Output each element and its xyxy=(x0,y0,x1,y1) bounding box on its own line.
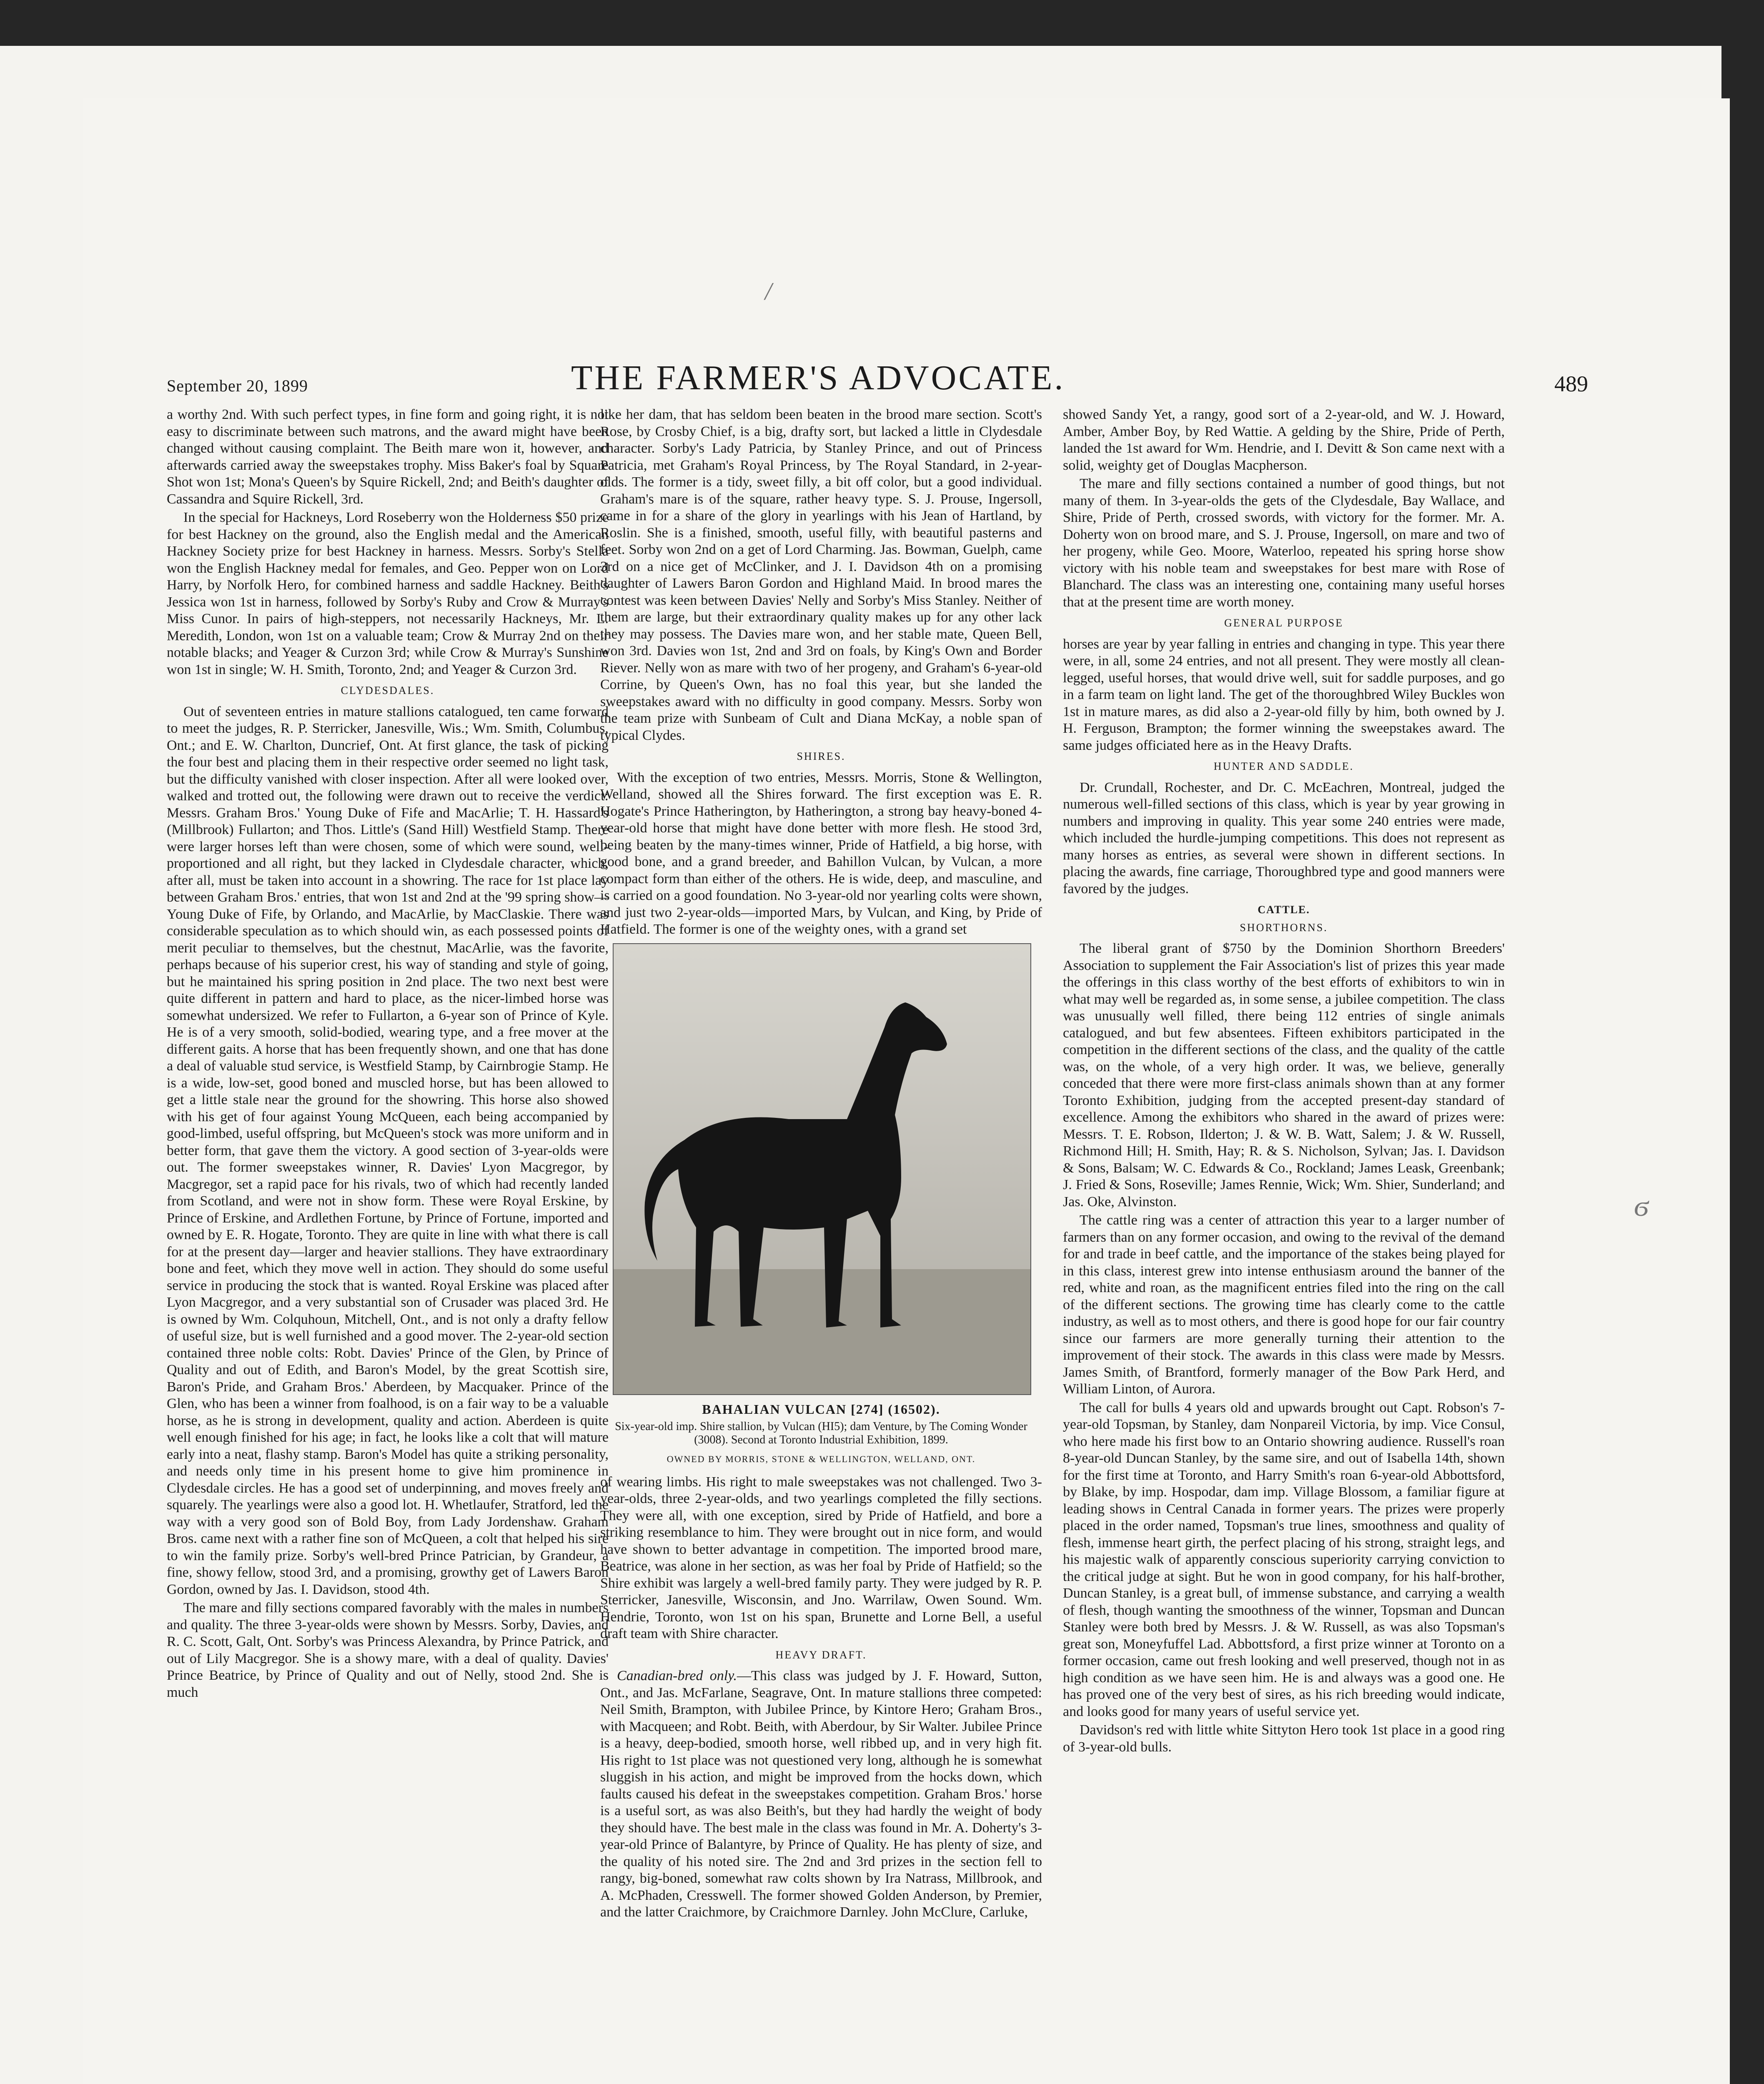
figure-title: BAHALIAN VULCAN [274] (16502). xyxy=(702,1401,940,1417)
page-number: 489 xyxy=(1554,371,1588,396)
section-heading-shires: SHIRES. xyxy=(797,750,846,762)
page-header xyxy=(167,354,1588,400)
paragraph: Dr. Crundall, Rochester, and Dr. C. McEachren, Montreal, judged the numerous well-filled sections of this class, which is year by year growing in numbers and improving in quality. This year some 240 entries were made, which included the hurdle-jumping competitions. This does not represent as many horses as entries, as several were shown in different sections. In placing the awards, fine carriage, Thoroughbred type and good manners were favored by the judges. xyxy=(1063,779,1505,897)
paragraph-heavy-draft xyxy=(600,1668,1042,1921)
column-2 xyxy=(600,406,1042,1923)
pencil-mark-top: / xyxy=(765,278,772,305)
paragraph: The liberal grant of $750 by the Dominion Shorthorn Breeders' Association to supplement the Fair Association's list of prizes this year made the offerings in this class worthy of the best efforts of exhibitors to win in what may well be regarded as, in some sense, a jubilee competition. The class was unusually well filled, there being 112 entries of single animals catalogued, and but few absentees. Fifteen exhibitors participated in the competition in the different sections of the class, and the quality of the cattle was, on the whole, of a very high order. It was, we believe, generally conceded that there were more first-class animals shown than at any former Toronto Exhibition, judging from the accepted present-day standard of excellence. Among the exhibitors who shared in the award of prizes were: Messrs. T. E. Robson, Ilderton; J. & W. B. Watt, Salem; J. & W. Russell, Richmond Hill; H. Smith, Hay; R. & S. Nicholson, Sylvan; Jas. I. Davidson & Sons, Balsam; W. C. Edwards & Co., Rockland; James Leask, Greenbank; J. Fried & Sons, Roseville; James Rennie, Wick; Wm. Shier, Sunderland; and Jas. Oke, Alvinston. xyxy=(1063,941,1505,1210)
paragraph: a worthy 2nd. With such perfect types, in fine form and going right, it is not easy to discriminate between such matrons, and the award might have been changed without causing complaint. The Beith mare won it, however, and afterwards carried away the sweepstakes trophy. Miss Baker's foal by Square Shot won 1st; Mona's Queen's by Squire Rickell, 2nd; and Beith's daughter of Cassandra and Squire Rickell, 3rd. xyxy=(167,407,609,507)
paragraph: Davidson's red with little white Sittyton Hero took 1st place in a good ring of 3-year-old bulls. xyxy=(1063,1722,1505,1755)
horse-silhouette xyxy=(614,944,1030,1394)
paragraph: The call for bulls 4 years old and upwards brought out Capt. Robson's 7-year-old Topsman, by Stanley, dam Nonpareil Victoria, by imp. Vice Consul, who here made his first bow to an Ontario showring audience. Russell's roan 8-year-old Duncan Stanley, by the same sire, and out of Isabella 14th, shown for the first time at Toronto, and Harry Smith's roan 6-year-old Abbottsford, by Blake, by imp. Hospodar, dam imp. Village Blossom, a familiar figure at leading shows in Central Canada in former years. The prizes were properly placed in the order named, Topsman's true lines, smoothness and quality of flesh, immense heart girth, the perfect placing of his strong, straight legs, and his majestic walk of apparently conscious superiority carrying conviction to the critical judge at sight. But he won in good company, for his half-brother, Duncan Stanley, is a great bull, of immense substance, and carrying a wealth of flesh, though wanting the smoothness of the winner, Topsman and Duncan Stanley were both bred by Messrs. J. & W. Russell, as was also Topsman's great son, Moneyfuffel Lad. Abbottsford, a first prize winner at Toronto on a former occasion, came out fresh looking and well preserved, though not in as high condition as we have seen him. He is and always was a good one. He has proved one of the very best of sires, as his rich breeding would indicate, and looks good for many years of useful service yet. xyxy=(1063,1400,1505,1719)
horse-engraving-image xyxy=(613,943,1031,1395)
paragraph: Out of seventeen entries in mature stallions catalogued, ten came forward to meet the judges, R. P. Sterricker, Janesville, Wis.; Wm. Smith, Columbus, Ont.; and E. W. Charlton, Duncrief, Ont. At first glance, the task of picking the four best and placing them in their respective order seemed no light task, but the difficulty vanished with closer inspection. After all were looked over, walked and trotted out, the following were drawn out to receive the verdict: Messrs. Graham Bros.' Young Duke of Fife and MacArlie; T. H. Hassard's (Millbrook) Fullarton; and Thos. Little's (Sand Hill) Westfield Stamp. There were larger horses left than were chosen, some of which were sound, well-proportioned and all right, but they lacked in Clydesdale character, which, after all, must be taken into account in a showring. The race for 1st place lay between Graham Bros.' entries, that won 1st and 2nd at the '99 spring show—Young Duke of Fife, by Orlando, and MacArlie, by MacClaskie. There was considerable speculation as to which should win, as each possessed points of merit peculiar to themselves, but the chestnut, MacArlie, was the favorite, perhaps because of his superior crest, his way of standing and style of going, but he maintained his spring position in 2nd place. The two next best were quite different in pattern and hard to place, as the nicer-limbed horse was somewhat undersized. We refer to Fullarton, a 6-year son of Prince of Kyle. He is of a very smooth, solid-bodied, wearing type, and a free mover at the different gaits. A horse that has been frequently shown, and one that has done a deal of valuable stud service, is Westfield Stamp, by Cairnbrogie Stamp. He is a wide, low-set, good boned and muscled horse, but has been allowed to get a little stale near the ground for the showring. This horse also showed with his get of four against Young McQueen, each being accompanied by good-limbed, useful offspring, but McQueen's stock was more uniform and in better form, that gave them the victory. A good section of 3-year-olds were out. The former sweepstakes winner, R. Davies' Lyon Macgregor, by Macgregor, set a rapid pace for his rivals, two of which had recently landed from Scotland, and were not in show form. These were Royal Erskine, by Prince of Erskine, and Ardlethen Fortune, by Prince of Fortune, imported and owned by E. R. Hogate, Toronto. They are quite in line with what there is call for at the present day—larger and heavier stallions. They have extraordinary bone and feet, which they move well in action. They should do some useful service in producing the stock that is wanted. Royal Erskine was placed after Lyon Macgregor, and a very substantial son of Crusader was placed 3rd. He is owned by Wm. Colquhoun, Mitchell, Ont., and is not only a drafty fellow of useful size, but is well furnished and a good mover. The 2-year-old section contained three noble colts: Robt. Davies' Prince of the Glen, by Prince of Quality and out of Edith, and Baron's Model, by the great Scottish sire, Baron's Pride, and Graham Bros.' Aberdeen, by Macquaker. Prince of the Glen, who has been a winner from foalhood, is on a fair way to be a valuable horse, as he is strong in development, quality and action. Aberdeen is quite well enough finished for his age; in fact, he looks like a colt that will mature early into a neat, flashy stamp. Baron's Model has quite a striking personality, and needs only time in his present home to give him prominence in Clydesdale circles. He has a good set of underpinning, and moves freely and squarely. The yearlings were also a good lot. H. Whetlaufer, Stratford, led the way with a very good son of Bold Boy, from Lady Jordenshaw. Graham Bros. came next with a rather fine son of McQueen, a colt that helped his sire to win the family prize. Sorby's well-bred Prince Patrician, by Grandeur, a fine, showy fellow, stood 3rd, and a promising, growthy get of Lawers Baron Gordon, owned by Jas. I. Davidson, stood 4th. xyxy=(167,704,609,1597)
paragraph: showed Sandy Yet, a rangy, good sort of a 2-year-old, and W. J. Howard, Amber, Amber Boy, by Red Wattie. A gelding by the Shire, Pride of Perth, landed the 1st award for Wm. Hendrie, and I. Devitt & Son came next with a solid, weighty get of Douglas Macpherson. xyxy=(1063,407,1505,473)
section-heading-heavy-draft: HEAVY DRAFT. xyxy=(775,1648,867,1661)
paragraph: The cattle ring was a center of attraction this year to a larger number of farmers than on any former occasion, and owing to the revival of the demand for and trade in beef cattle, and the importance of the stakes being played for in this class, interest grew into intense enthusiasm around the banner of the red, white and roan, as the magnificent entries filed into the ring on the call of the different sections. The growing time has clearly come to the cattle industry, as well as to most others, and there is good hope for our fair country since our farmers are more generally turning their attention to the improvement of their stock. The awards in this class were made by Messrs. James Smith, of Brantford, formerly manager of the Bow Park Herd, and William Linton, of Aurora. xyxy=(1063,1212,1505,1397)
section-heading-cattle: CATTLE. xyxy=(1258,904,1310,916)
paragraph-body: —This class was judged by J. F. Howard, Sutton, Ont., and Jas. McFarlane, Seagrave, Ont. In mature stallions three competed: Neil Smith, Brampton, with Jubilee Prince, by Kintore Hero; Graham Bros., with Macqueen; and Robt. Beith, with Aberdour, by Sir Walter. Jubilee Prince is a heavy, deep-bodied, smooth horse, well ribbed up, and in very high fit. His right to 1st place was not questioned very long, although he is somewhat sluggish in his action, and might be improved from the hocks down, which faults caused his defeat in the sweepstakes competition. Graham Bros.' horse is a useful sort, as was also Beith's, but they had hardly the weight of body they should have. The best male in the class was found in Mr. A. Doherty's 3-year-old Prince of Balantyre, by Prince of Quality. He has plenty of size, and the quality of his noted sire. The 2nd and 3rd prizes in the section fell to rangy, big-boned, somewhat raw colts shown by Ira Natrass, Millbrook, and A. McPhaden, Cresswell. The former showed Golden Anderson, by Premier, and the latter Craichmore, by Craichmore Darnley. John McClure, Carluke, xyxy=(600,1668,1042,1920)
figure-owner-credit: OWNED BY MORRIS, STONE & WELLINGTON, WELLAND, ONT. xyxy=(667,1454,976,1464)
paragraph: With the exception of two entries, Messrs. Morris, Stone & Wellington, Welland, showed all the Shires forward. The first exception was E. R. Hogate's Prince Hatherington, by Hatherington, a strong bay heavy-boned 4-year-old horse that might have done better with more flesh. He stood 3rd, being beaten by the many-times winner, Pride of Hatfield, a big horse, with good bone, and a grand breeder, and Bahillon Vulcan, by Vulcan, a more compact form than either of the others. He is wide, deep, and masculine, and is carried on a good foundation. No 3-year-old nor yearling colts were shown, and just two 2-year-olds—imported Mars, by Vulcan, and King, by Pride of Hatfield. The former is one of the weighty ones, with a grand set xyxy=(600,769,1042,937)
paragraph: The mare and filly sections compared favorably with the males in numbers and quality. The three 3-year-olds were shown by Messrs. Sorby, Davies, and R. C. Scott, Galt, Ont. Sorby's was Princess Alexandra, by Prince Patrick, and out of Lily Macgregor. She is a showy mare, with a deal of quality. Davies' Prince Beatrice, by Prince of Quality and out of Nelly, stood 2nd. She is much xyxy=(167,1600,609,1700)
lead-italic: Canadian-bred only. xyxy=(617,1668,737,1683)
section-heading-hunter-saddle: HUNTER AND SADDLE. xyxy=(1213,760,1354,772)
section-heading-clydesdales: CLYDESDALES. xyxy=(341,684,435,696)
paragraph: horses are year by year falling in entries and changing in type. This year there were, in all, some 24 entries, and not all present. They were mostly all clean-legged, useful horses, that would drive well, suit for saddle purposes, and go in a farm team on light land. The get of the thoroughbred Wiley Buckles won 1st in mature mares, as did also a 2-year-old filly by him, both owned by J. H. Ferguson, Brampton; the former winning the sweepstakes award. The same judges officiated here as in the Heavy Drafts. xyxy=(1063,636,1505,753)
figure-caption: Six-year-old imp. Shire stallion, by Vulcan (HI5); dam Venture, by The Coming Wonder (3008). Second at Toronto Industrial Exhibition, 1899. xyxy=(615,1420,1027,1446)
paragraph: like her dam, that has seldom been beaten in the brood mare section. Scott's Rose, by Crosby Chief, is a big, drafty sort, but lacked a little in Clydesdale character. Sorby's Lady Patricia, by Stanley Prince, and out of Princess Patricia, met Graham's Royal Princess, by The Royal Standard, in 2-year-olds. The former is a tidy, sweet filly, a bit off color, but a good individual. Graham's mare is of the square, rather heavy type. S. J. Prouse, Ingersoll, came in for a share of the glory in yearlings with his Jean of Hartland, by Roslin. She is a finished, smooth, useful filly, with beautiful pasterns and feet. Sorby won 2nd on a get of Lord Charming. Jas. Bowman, Guelph, came 3rd on a nice get of McClinker, and J. I. Davidson 4th on a promising daughter of Lawers Baron Gordon and Highland Maid. In brood mares the contest was keen between Davies' Nelly and Sorby's Miss Stanley. Neither of them are large, but their extraordinary quality makes up for any other lack they may possess. The Davies mare won, and her stable mate, Queen Bell, won 3rd. Davies won 1st, 2nd and 3rd on foals, by King's Own and Border Riever. Nelly won as mare with two of her progeny, and Graham's 6-year-old Corrine, by Queen's Own, has no foal this year, but she landed the sweepstakes award with no difficulty in good company. Messrs. Sorby won the team prize with Sunbeam of Cult and Diana McKay, a noble span of typical Clydes. xyxy=(600,407,1042,743)
masthead-title: THE FARMER'S ADVOCATE. xyxy=(571,358,1065,397)
horse-illustration xyxy=(613,943,1030,1468)
paragraph: The mare and filly sections contained a number of good things, but not many of them. In 3-year-olds the gets of the Clydesdale, Bay Wallace, and Shire, Pride of Perth, crossed swords, with victory for the former. Mr. A. Doherty won on brood mare, and S. J. Prouse, Ingersoll, on mare and two of her progeny, while Geo. Moore, Waterloo, repeated his spring horse show victory with his noble team and sweepstakes for best mare with Rose of Blanchard. The class was an interesting one, containing many useful horses that at the present time are worth money. xyxy=(1063,476,1505,610)
issue-date: September 20, 1899 xyxy=(167,376,308,395)
column-3 xyxy=(1063,406,1505,1757)
column-1 xyxy=(167,406,609,1703)
paragraph: In the special for Hackneys, Lord Roseberry won the Holderness $50 prize for best Hackney on the ground, also the English medal and the American Hackney Society prize for best Hackney in harness. Messrs. Sorby's Stella won the English Hackney medal for females, and Geo. Pepper won on Lord Harry, by Norfolk Hero, for combined harness and saddle Hackney. Beith's Jessica won 1st in harness, followed by Sorby's Ruby and Crow & Murray's Miss Cunor. In pairs of high-steppers, not necessarily Hackneys, Mr. L. Meredith, London, won 1st on a valuable team; Crow & Murray 2nd on their notable blacks; and Yeager & Curzon 3rd; while Crow & Murray's Sunshine won 1st in single; W. H. Smith, Toronto, 2nd; and Yeager & Curzon 3rd. xyxy=(167,510,609,677)
scan-top-border xyxy=(0,0,1764,46)
section-heading-shorthorns: SHORTHORNS. xyxy=(1240,921,1328,934)
paragraph: of wearing limbs. His right to male sweepstakes was not challenged. Two 3-year-olds, three 2-year-olds, and two yearlings completed the filly sections. They were all, with one exception, sired by Pride of Hatfield, and bore a striking resemblance to him. They were brought out in nice form, and would have shown to better advantage in competition. The imported brood mare, Beatrice, was alone in her section, as was her foal by Pride of Hatfield; so the Shire exhibit was largely a well-bred family party. They were judged by R. P. Sterricker, Janesville, Wisconsin, and Jno. Warrilaw, Owen Sound. Wm. Hendrie, Toronto, won 1st on his span, Brunette and Lorne Bell, a useful draft team with Shire character. xyxy=(600,1474,1042,1641)
section-heading-general-purpose: GENERAL PURPOSE xyxy=(1224,617,1343,629)
pencil-mark-margin: ϭ xyxy=(1634,1190,1649,1222)
